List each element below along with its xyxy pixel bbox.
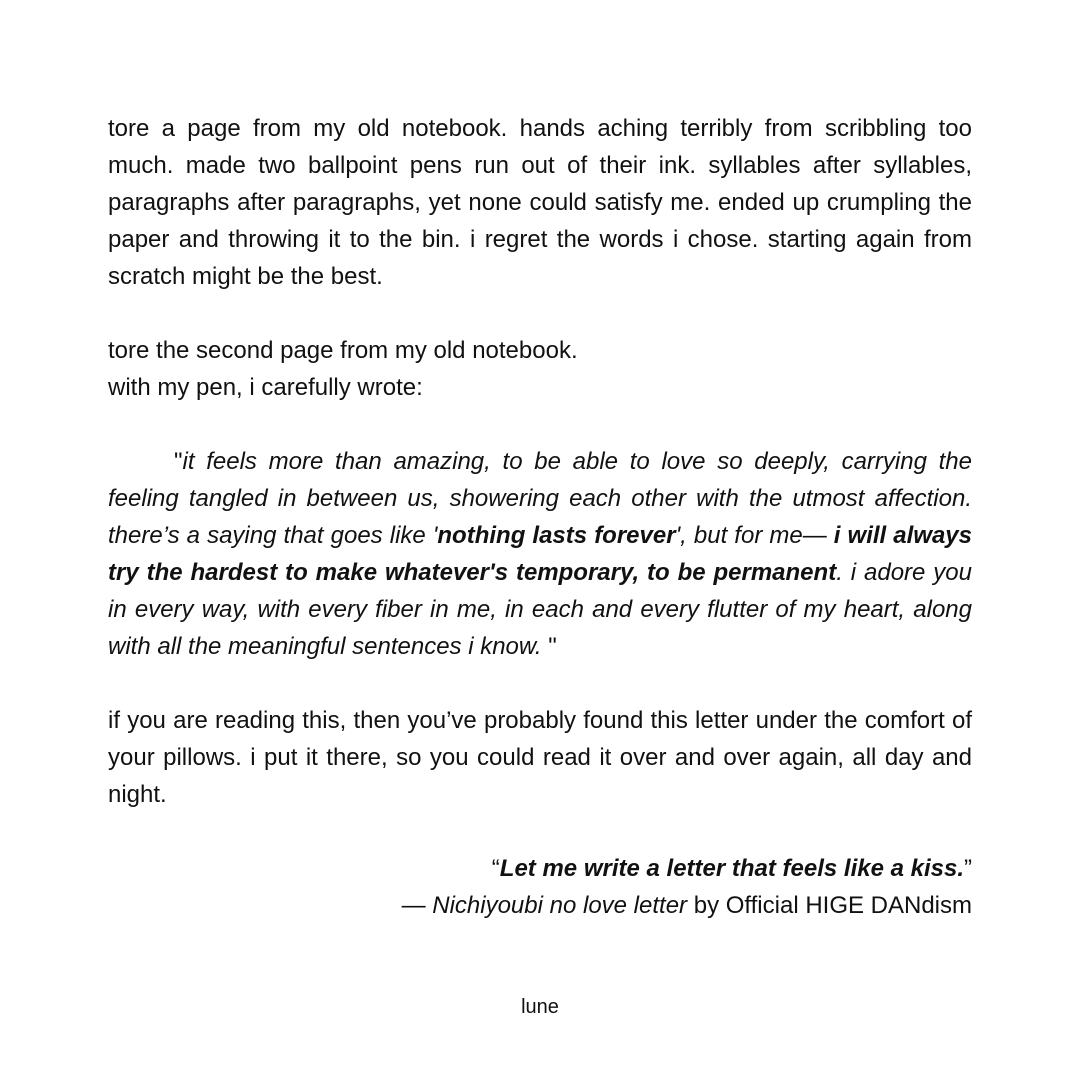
- paragraph-gap: [108, 295, 972, 332]
- quote-close-mark: ": [541, 633, 557, 660]
- letter-body: [108, 110, 972, 924]
- second-page-line-1: tore the second page from my old notebook.: [108, 337, 578, 364]
- author-signature: lune: [521, 996, 559, 1018]
- song-artist: by Official HIGE DANdism: [687, 892, 972, 919]
- attribution-dash: —: [401, 892, 433, 919]
- epigraph-quote-line: [108, 850, 972, 887]
- paragraph-gap: [108, 813, 972, 850]
- epigraph: [108, 850, 972, 924]
- quote-open-mark: ": [174, 448, 183, 475]
- paragraph-first-draft: tore a page from my old notebook. hands aching terribly from scribbling too much. made two ballpoint pens run out of their ink. syllables after syllables, paragraphs after paragraphs, yet none could satisfy me. ended up crumpling the paper and throwing it to the bin. i regret the words i chose. starting again from scratch might be the best.: [108, 115, 972, 290]
- epigraph-open-mark: “: [491, 855, 500, 882]
- epigraph-attribution: [108, 887, 972, 924]
- paragraph-gap: [108, 406, 972, 443]
- quote-bold-phrase-2: i will always try the hardest to make whatever's temporary, to be permanent: [108, 522, 972, 586]
- quote-text-part-2: ', but for me—: [675, 522, 834, 549]
- song-title: Nichiyoubi no love letter: [432, 892, 688, 919]
- epigraph-close-mark: ”: [964, 855, 972, 882]
- epigraph-quote-text: Let me write a letter that feels like a kiss.: [499, 855, 964, 882]
- paragraph-second-page: [108, 332, 972, 406]
- second-page-line-2: with my pen, i carefully wrote:: [108, 374, 423, 401]
- quote-text-part-1: it feels more than amazing, to be able to love so deeply, carrying the feeling tangled in between us, showering each other with the utmost affection. there’s a saying that goes like ': [108, 448, 972, 549]
- paragraph-pillow: if you are reading this, then you’ve probably found this letter under the comfort of your pillows. i put it there, so you could read it over and over again, all day and night.: [108, 707, 972, 808]
- quote-bold-phrase-1: nothing lasts forever: [437, 522, 676, 549]
- quote-text-part-3: . i adore you in every way, with every fiber in me, in each and every flutter of my heart, along with all the meaningful sentences i know.: [108, 559, 972, 660]
- love-letter-quote: [108, 443, 972, 665]
- paragraph-gap: [108, 665, 972, 702]
